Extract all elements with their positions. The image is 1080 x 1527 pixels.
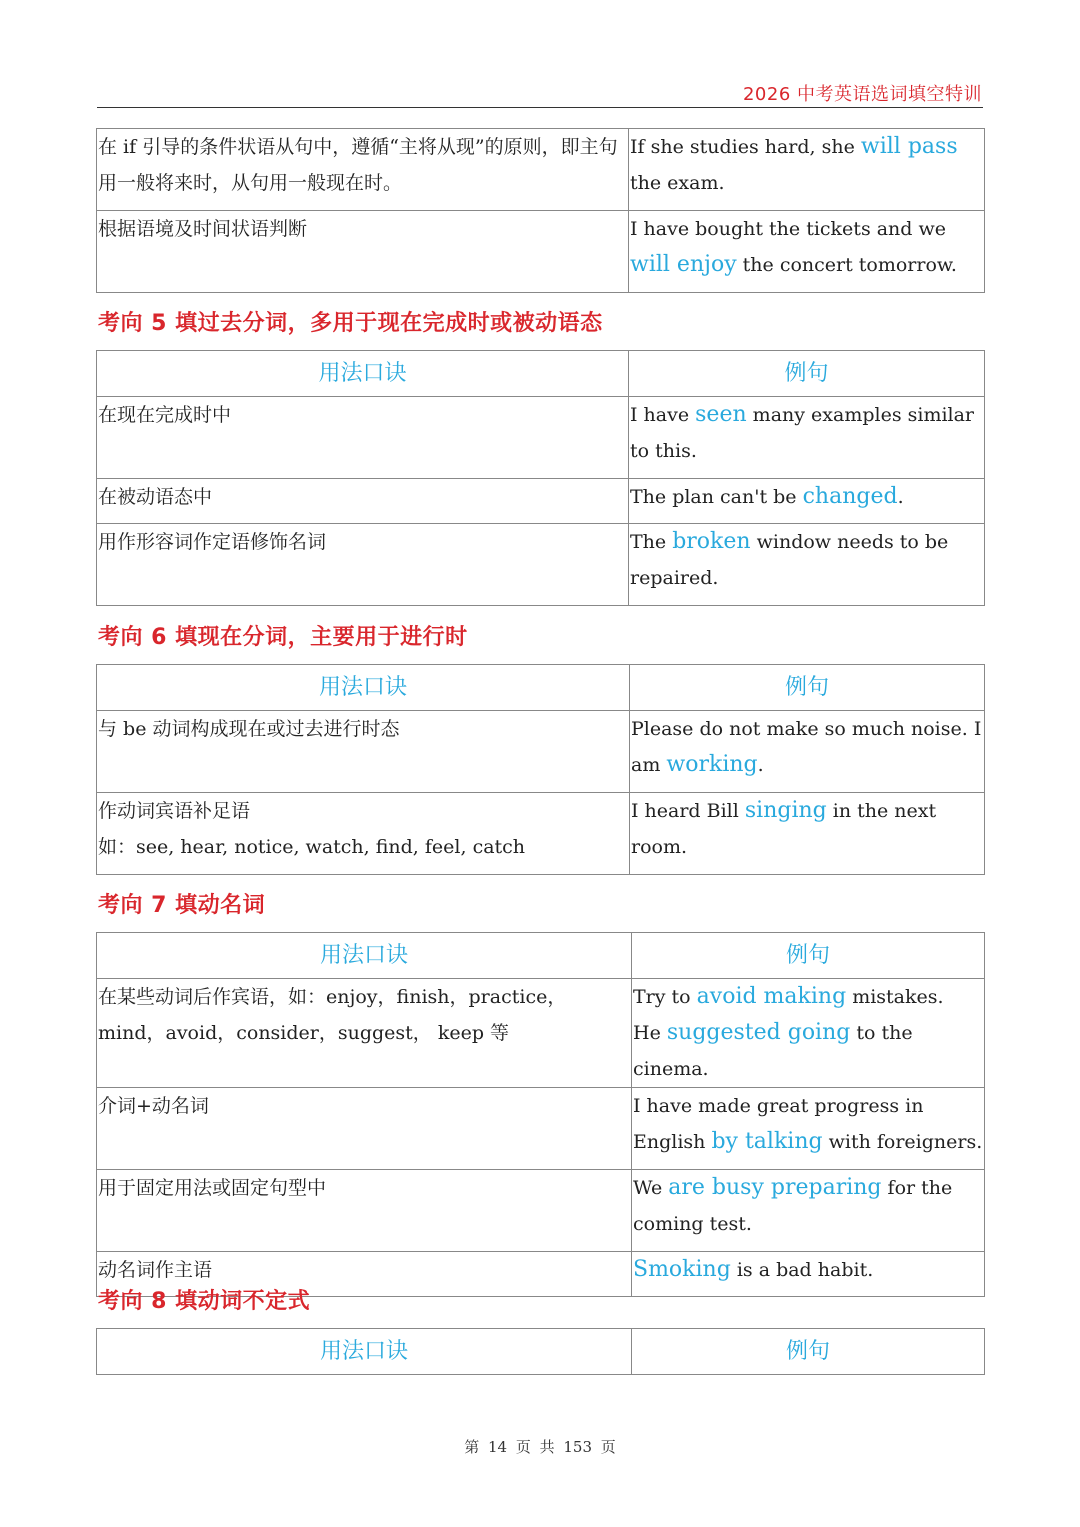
rule-cell: 在被动语态中 — [97, 479, 629, 524]
example-cell: I have bought the tickets and we will enjoy the concert tomorrow. — [629, 211, 985, 293]
rule-cell: 动名词作主语 — [97, 1252, 632, 1297]
example-cell: I heard Bill singing in the next room. — [630, 793, 985, 875]
table-row — [97, 711, 985, 793]
column-header-example: 例句 — [630, 665, 985, 711]
example-cell: Smoking is a bad habit. — [632, 1252, 985, 1297]
example-cell: The plan can't be changed. — [629, 479, 985, 524]
section-title-8: 考向 8 填动词不定式 — [98, 1289, 311, 1314]
table-row — [97, 129, 985, 211]
column-header-example: 例句 — [629, 351, 985, 397]
highlight-answer: suggested going — [666, 1020, 851, 1045]
table-header-row — [97, 1329, 985, 1375]
table-row — [97, 1170, 985, 1252]
rule-cell: 在现在完成时中 — [97, 397, 629, 479]
highlight-answer: working — [666, 752, 758, 777]
highlight-answer: will pass — [860, 134, 958, 159]
section-title-5: 考向 5 填过去分词，多用于现在完成时或被动语态 — [98, 311, 603, 336]
rule-cell: 用于固定用法或固定句型中 — [97, 1170, 632, 1252]
rule-cell: 作动词宾语补足语 如：see, hear, notice, watch, find, feel, catch — [97, 793, 630, 875]
example-cell: If she studies hard, she will pass the exam. — [629, 129, 985, 211]
highlight-answer: by talking — [711, 1129, 823, 1154]
rule-cell: 用作形容词作定语修饰名词 — [97, 524, 629, 606]
highlight-answer: changed — [802, 484, 898, 509]
column-header-example: 例句 — [632, 1329, 985, 1375]
table-row — [97, 524, 985, 606]
page-footer: 第 14 页 共 153 页 — [464, 1438, 616, 1456]
rule-cell: 介词+动名词 — [97, 1088, 632, 1170]
example-cell: Try to avoid making mistakes. He suggested going to the cinema. — [632, 979, 985, 1088]
table-row — [97, 1088, 985, 1170]
table-section-8 — [96, 1328, 985, 1375]
table-section-7 — [96, 932, 985, 1297]
column-header-example: 例句 — [632, 933, 985, 979]
table-future-tense — [96, 128, 985, 293]
table-section-6 — [96, 664, 985, 875]
header-title: 2026 中考英语选词填空特训 — [742, 84, 982, 105]
table-row — [97, 979, 985, 1088]
example-cell: The broken window needs to be repaired. — [629, 524, 985, 606]
table-header-row — [97, 933, 985, 979]
example-cell: Please do not make so much noise. I am working. — [630, 711, 985, 793]
highlight-answer: are busy preparing — [668, 1175, 882, 1200]
header-rule — [97, 107, 983, 108]
column-header-rule: 用法口诀 — [97, 351, 629, 397]
column-header-rule: 用法口诀 — [97, 933, 632, 979]
table-row — [97, 479, 985, 524]
table-row — [97, 793, 985, 875]
rule-cell: 在某些动词后作宾语，如：enjoy，finish，practice，mind，avoid，consider，suggest， keep 等 — [97, 979, 632, 1088]
section-title-6: 考向 6 填现在分词，主要用于进行时 — [98, 625, 468, 650]
rule-cell: 与 be 动词构成现在或过去进行时态 — [97, 711, 630, 793]
column-header-rule: 用法口诀 — [97, 1329, 632, 1375]
highlight-answer: singing — [744, 798, 827, 823]
column-header-rule: 用法口诀 — [97, 665, 630, 711]
table-header-row — [97, 665, 985, 711]
example-cell: I have seen many examples similar to this. — [629, 397, 985, 479]
highlight-answer: avoid making — [696, 984, 847, 1009]
table-row — [97, 397, 985, 479]
section-title-7: 考向 7 填动名词 — [98, 893, 266, 918]
highlight-answer: will enjoy — [630, 252, 737, 277]
highlight-answer: broken — [672, 529, 751, 554]
example-cell: We are busy preparing for the coming test. — [632, 1170, 985, 1252]
example-cell: I have made great progress in English by talking with foreigners. — [632, 1088, 985, 1170]
table-row — [97, 211, 985, 293]
highlight-answer: Smoking — [633, 1257, 731, 1282]
table-header-row — [97, 351, 985, 397]
rule-cell: 根据语境及时间状语判断 — [97, 211, 629, 293]
table-section-5 — [96, 350, 985, 606]
highlight-answer: seen — [695, 402, 747, 427]
rule-cell: 在 if 引导的条件状语从句中，遵循“主将从现”的原则，即主句用一般将来时，从句用一般现在时。 — [97, 129, 629, 211]
